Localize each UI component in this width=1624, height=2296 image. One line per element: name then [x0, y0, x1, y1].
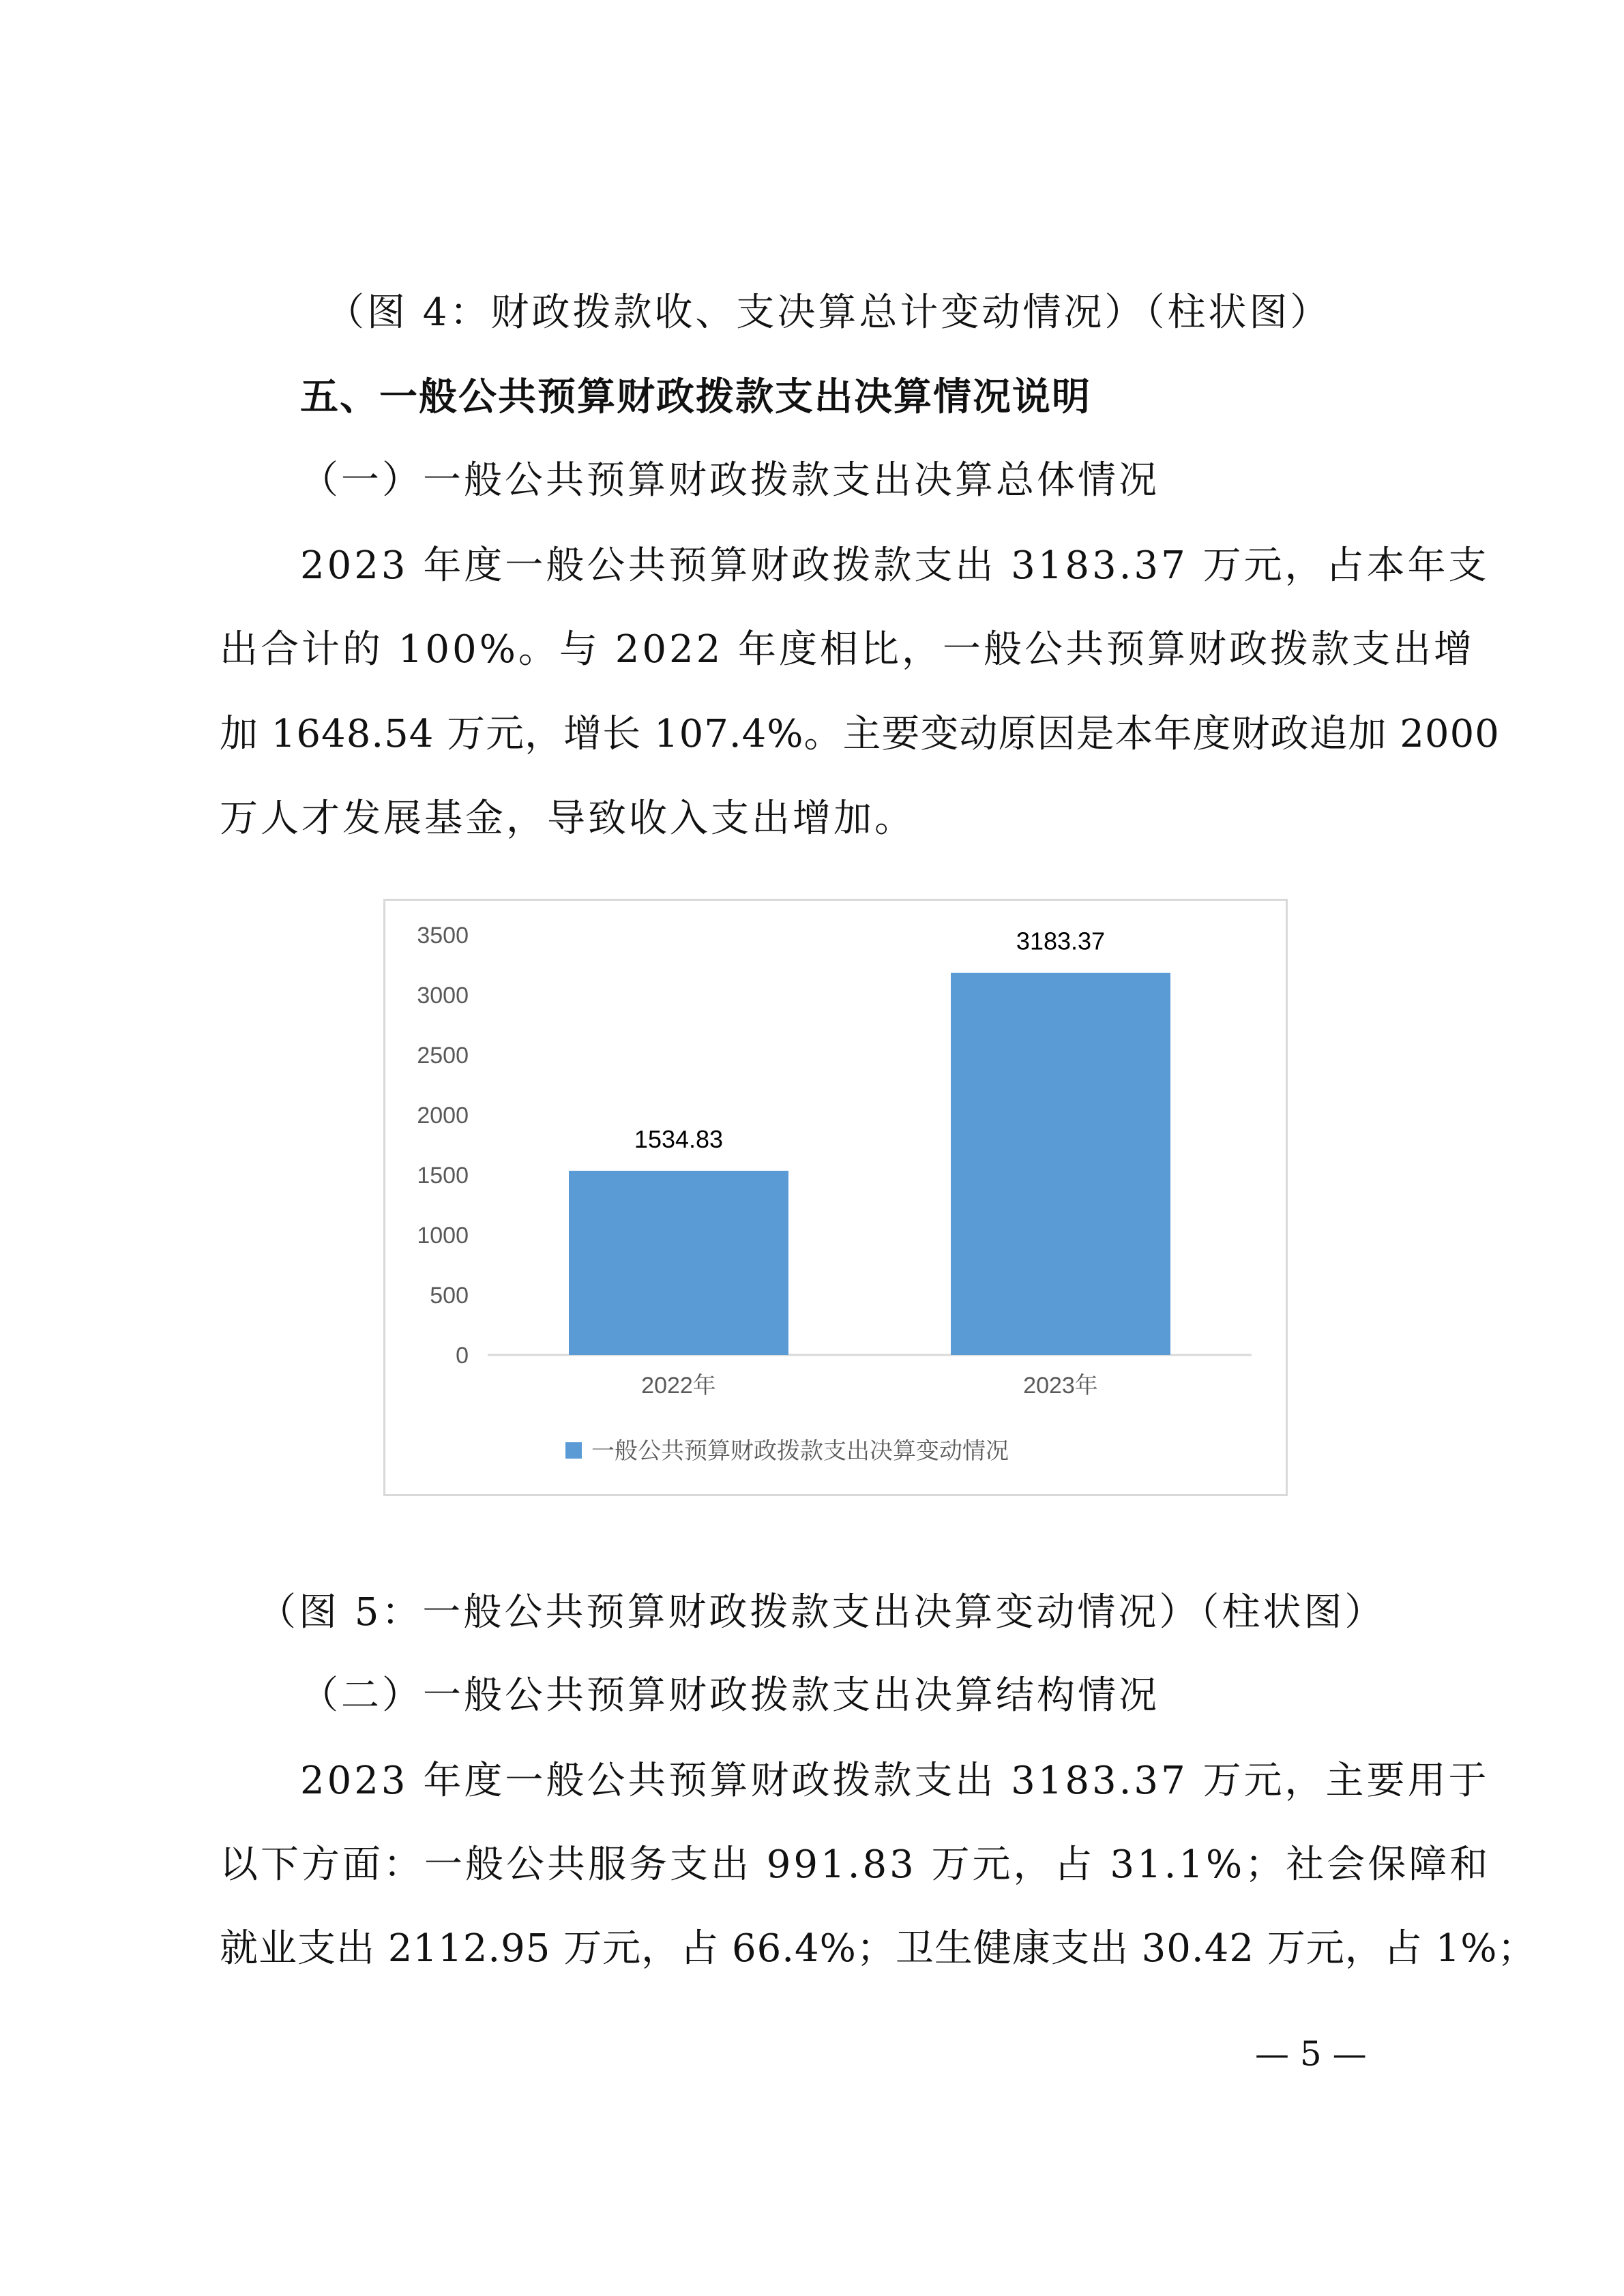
paragraph-1-line-2: 出合计的 100%。与 2022 年度相比，一般公共预算财政拨款支出增 [220, 627, 1475, 672]
subsection-2-heading: （二）一般公共预算财政拨款支出决算结构情况 [300, 1673, 1160, 1718]
paragraph-1-line-3: 加 1648.54 万元，增长 107.4%。主要变动原因是本年度财政追加 2000 [220, 712, 1500, 756]
y-tick-label: 500 [430, 1283, 469, 1309]
y-tick-label: 0 [456, 1343, 469, 1369]
subsection-1-heading: （一）一般公共预算财政拨款支出决算总体情况 [300, 458, 1160, 503]
paragraph-2-line-2: 以下方面：一般公共服务支出 991.83 万元，占 31.1%；社会保障和 [220, 1843, 1491, 1887]
figure-5-chart [383, 899, 1288, 1496]
data-label: 3183.37 [1016, 927, 1106, 955]
legend-label: 一般公共预算财政拨款支出决算变动情况 [591, 1438, 1009, 1464]
y-tick-label: 2000 [417, 1103, 469, 1129]
y-tick-label: 3500 [417, 923, 469, 949]
figure-4-caption: （图 4：财政拨款收、支决算总计变动情况）（柱状图） [326, 290, 1331, 335]
paragraph-1-line-4: 万人才发展基金，导致收入支出增加。 [220, 796, 915, 841]
data-label: 1534.83 [634, 1124, 724, 1153]
paragraph-2-line-3: 就业支出 2112.95 万元，占 66.4%；卫生健康支出 30.42 万元，占 1%； [220, 1926, 1537, 1971]
y-tick-label: 1500 [417, 1163, 469, 1189]
y-tick-label: 3000 [417, 983, 469, 1009]
x-tick-label: 2022年 [641, 1373, 716, 1399]
bar [951, 973, 1170, 1355]
paragraph-1-line-1: 2023 年度一般公共预算财政拨款支出 3183.37 万元，占本年支 [300, 543, 1490, 588]
bar-chart [385, 901, 1286, 1494]
y-tick-label: 2500 [417, 1043, 469, 1069]
figure-5-caption: （图 5：一般公共预算财政拨款支出决算变动情况）（柱状图） [258, 1590, 1386, 1635]
page-number: — 5 — [1255, 2034, 1367, 2074]
legend-swatch [565, 1442, 582, 1459]
section-5-heading: 五、一般公共预算财政拨款支出决算情况说明 [300, 375, 1091, 419]
bar [569, 1171, 788, 1355]
paragraph-2-line-1: 2023 年度一般公共预算财政拨款支出 3183.37 万元，主要用于 [300, 1759, 1490, 1803]
x-tick-label: 2023年 [1023, 1373, 1098, 1399]
y-tick-label: 1000 [417, 1223, 469, 1249]
